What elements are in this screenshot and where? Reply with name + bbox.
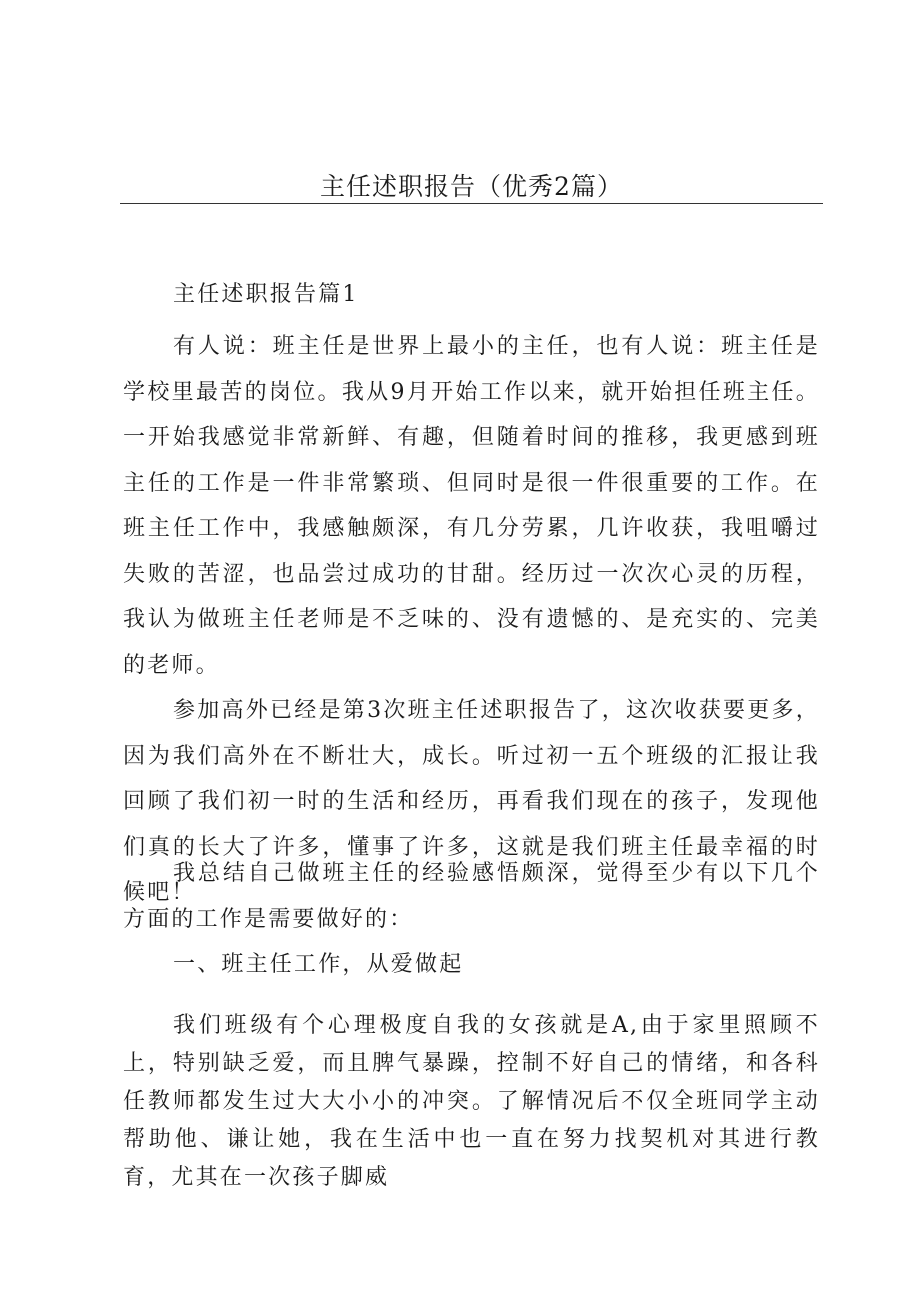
sub-heading: 一、班主任工作，从爱做起 <box>173 952 464 977</box>
paragraph-3: 我总结自己做班主任的经验感悟颇深，觉得至少有以下几个方面的工作是需要做好的： <box>123 861 820 932</box>
document-title: 主任述职报告（优秀2篇） <box>320 172 623 201</box>
title-underline <box>120 203 823 204</box>
paragraph-2: 参加高外已经是第3次班主任述职报告了，这次收获要更多，因为我们高外在不断壮大，成长。听过初一五个班级的汇报让我回顾了我们初一时的生活和经历，再看我们现在的孩子，发现他们真的长大了许多，懂事了许多，这就是我们班主任最幸福的时候吧！ <box>123 698 820 905</box>
paragraph-4: 我们班级有个心理极度自我的女孩就是A,由于家里照顾不上，特别缺乏爱，而且脾气暴躁，控制不好自己的情绪，和各科任教师都发生过大大小小的冲突。了解情况后不仅全班同学主动帮助他、谦让她，我在生活中也一直在努力找契机对其进行教育，尤其在一次孩子脚威 <box>123 1013 820 1190</box>
paragraph-1: 有人说：班主任是世界上最小的主任，也有人说：班主任是学校里最苦的岗位。我从9月开始工作以来，就开始担任班主任。一开始我感觉非常新鲜、有趣，但随着时间的推移，我更感到班主任的工作是一件非常繁琐、但同时是很一件很重要的工作。在班主任工作中，我感触颇深，有几分劳累，几许收获，我咀嚼过失败的苦涩，也品尝过成功的甘甜。经历过一次次心灵的历程，我认为做班主任老师是不乏味的、没有遗憾的、是充实的、完美的老师。 <box>123 334 820 678</box>
section-heading: 主任述职报告篇1 <box>173 282 359 307</box>
